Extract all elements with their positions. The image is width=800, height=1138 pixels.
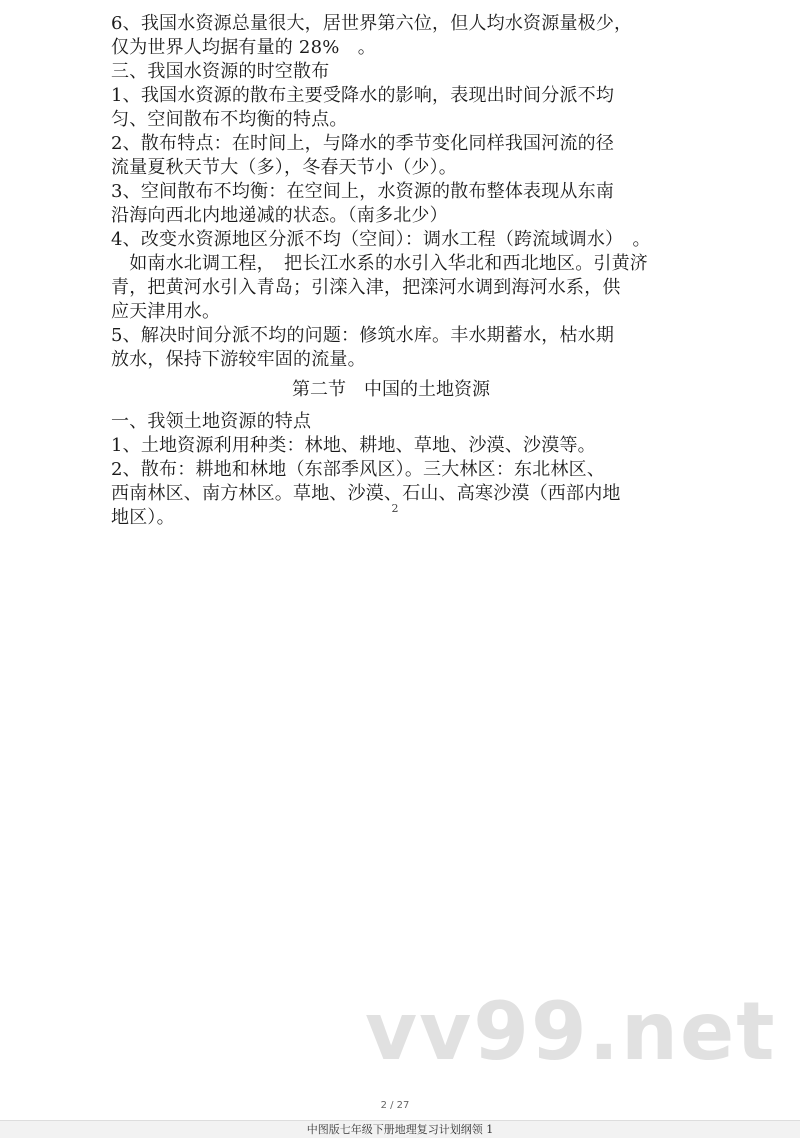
text-line: 5、解决时间分派不均的问题：修筑水库。丰水期蓄水，枯水期 (111, 325, 615, 346)
page-content (111, 12, 671, 530)
text-line: 流量夏秋天节大（多），冬春天节小（少）。 (111, 157, 457, 178)
text-line: 放水，保持下游较牢固的流量。 (111, 349, 366, 370)
page-counter: 2 / 27 (380, 1100, 410, 1111)
text-line: 6、我国水资源总量很大，居世界第六位，但人均水资源量极少， (111, 13, 633, 34)
text-line: 西南林区、南方林区。草地、沙漠、石山、高寒沙漠（西部内地 (111, 483, 621, 504)
text-line: 1、我国水资源的散布主要受降水的影响，表现出时间分派不均 (111, 85, 615, 106)
text-line: 4、改变水资源地区分派不均（空间）：调水工程（跨流域调水） 。 (111, 229, 651, 250)
text-line: 2、散布特点：在时间上，与降水的季节变化同样我国河流的径 (111, 133, 615, 154)
text-line: 2、散布：耕地和林地（东部季风区）。三大林区：东北林区、 (111, 459, 606, 480)
text-line: 青，把黄河水引入青岛；引滦入津，把滦河水调到海河水系，供 (111, 277, 621, 298)
text-line: 地区）。 (111, 507, 175, 528)
section-subheading: 三、我国水资源的时空散布 (111, 61, 330, 82)
watermark: vv99.net (365, 985, 777, 1078)
text-line: 3、空间散布不均衡：在空间上，水资源的散布整体表现从东南 (111, 181, 615, 202)
section-subheading: 一、我领土地资源的特点 (111, 411, 312, 432)
text-line: 沿海向西北内地递减的状态。（南多北少） (111, 205, 448, 226)
text-line: 如南水北调工程， 把长江水系的水引入华北和西北地区。引黄济 (111, 253, 648, 274)
text-line: 1、土地资源利用种类：林地、耕地、草地、沙漠、沙漠等。 (111, 435, 596, 456)
section-heading: 第二节 中国的土地资源 (292, 379, 490, 400)
text-line: 应天津用水。 (111, 301, 221, 322)
text-line: 匀、空间散布不均衡的特点。 (111, 109, 348, 130)
text-line: 仅为世界人均据有量的 28% 。 (111, 37, 376, 58)
page-number: 2 (391, 502, 399, 515)
document-title-bar[interactable]: 中图版七年级下册地理复习计划纲领 1 (0, 1120, 800, 1138)
